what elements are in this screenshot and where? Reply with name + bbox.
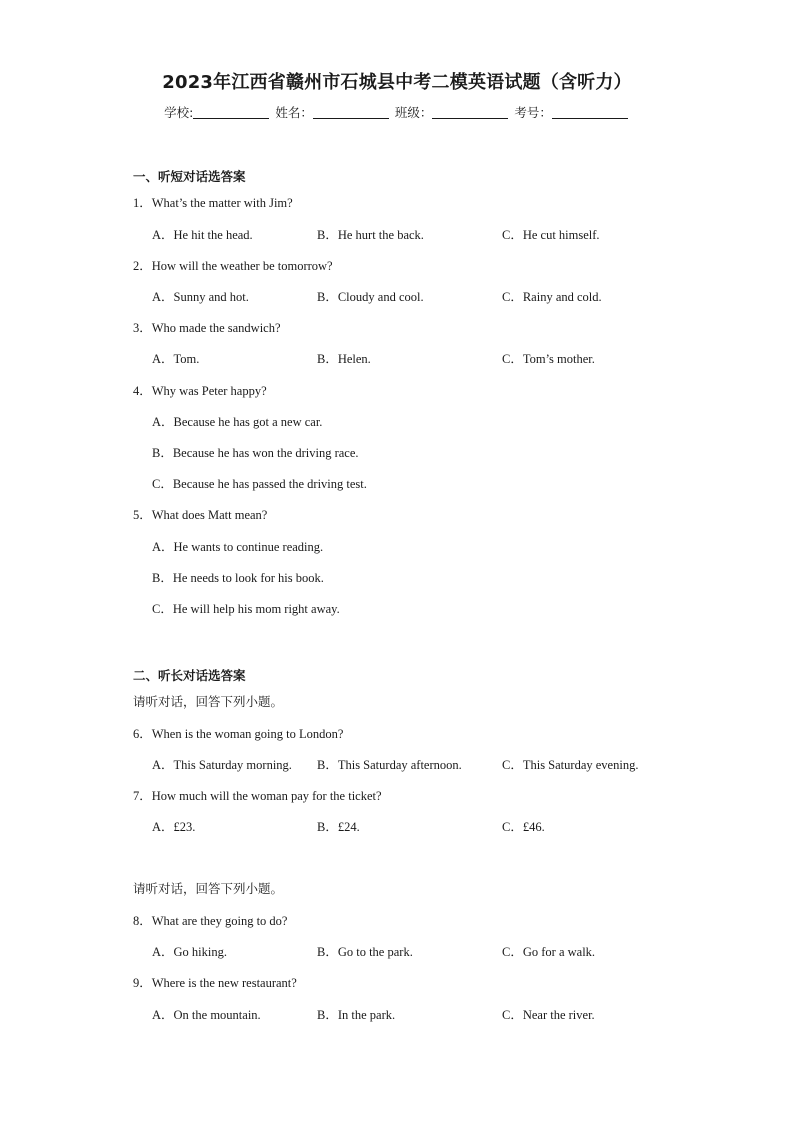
school-blank[interactable] xyxy=(193,106,269,119)
option-b: B．This Saturday afternoon. xyxy=(317,758,462,772)
option-a: A．Tom. xyxy=(152,352,200,366)
question: 7．How much will the woman pay for the ticket? xyxy=(133,789,382,803)
question: 6．When is the woman going to London? xyxy=(133,727,344,741)
option-a: A．Sunny and hot. xyxy=(152,290,249,304)
option-b: B．Helen. xyxy=(317,352,371,366)
question: 4．Why was Peter happy? xyxy=(133,384,267,398)
option-b: B．He needs to look for his book. xyxy=(152,571,324,585)
instruction: 请听对话，回答下列小题。 xyxy=(133,694,284,709)
section-heading: 一、听短对话选答案 xyxy=(133,169,246,184)
option-c: C．Tom’s mother. xyxy=(502,352,595,366)
number-blank[interactable] xyxy=(552,106,628,119)
option-a: A．On the mountain. xyxy=(152,1008,261,1022)
option-b: B．In the park. xyxy=(317,1008,396,1022)
question: 1．What’s the matter with Jim? xyxy=(133,196,293,210)
option-c: C．He will help his mom right away. xyxy=(152,602,340,616)
option-a: A．£23. xyxy=(152,820,196,834)
option-c: C．This Saturday evening. xyxy=(502,758,639,772)
option-c: C．He cut himself. xyxy=(502,228,600,242)
question: 2．How will the weather be tomorrow? xyxy=(133,259,333,273)
option-b: B．Cloudy and cool. xyxy=(317,290,424,304)
option-b: B．Because he has won the driving race. xyxy=(152,446,359,460)
name-label: 姓名： xyxy=(275,105,313,120)
option-c: C．Go for a walk. xyxy=(502,945,596,959)
option-b: B．He hurt the back. xyxy=(317,228,424,242)
school-label: 学校: xyxy=(164,105,194,120)
option-a: A．Because he has got a new car. xyxy=(152,415,323,429)
question: 8．What are they going to do? xyxy=(133,914,288,928)
question: 9．Where is the new restaurant? xyxy=(133,976,297,990)
option-a: A．He wants to continue reading. xyxy=(152,540,324,554)
student-info-line xyxy=(0,103,794,121)
number-label: 考号： xyxy=(514,105,552,120)
option-c: C．£46. xyxy=(502,820,545,834)
instruction: 请听对话，回答下列小题。 xyxy=(133,881,284,896)
option-a: A．He hit the head. xyxy=(152,228,253,242)
option-c: C．Near the river. xyxy=(502,1008,595,1022)
option-b: B．Go to the park. xyxy=(317,945,413,959)
name-blank[interactable] xyxy=(313,106,389,119)
question: 3．Who made the sandwich? xyxy=(133,321,281,335)
option-c: C．Because he has passed the driving test. xyxy=(152,477,367,491)
option-b: B．£24. xyxy=(317,820,360,834)
option-a: A．This Saturday morning. xyxy=(152,758,292,772)
section-heading: 二、听长对话选答案 xyxy=(133,668,246,683)
option-c: C．Rainy and cold. xyxy=(502,290,602,304)
page-title: 2023年江西省赣州市石城县中考二模英语试题（含听力） xyxy=(162,72,632,93)
class-label: 班级： xyxy=(394,105,433,120)
class-blank[interactable] xyxy=(432,106,508,119)
option-a: A．Go hiking. xyxy=(152,945,228,959)
question: 5．What does Matt mean? xyxy=(133,508,268,522)
